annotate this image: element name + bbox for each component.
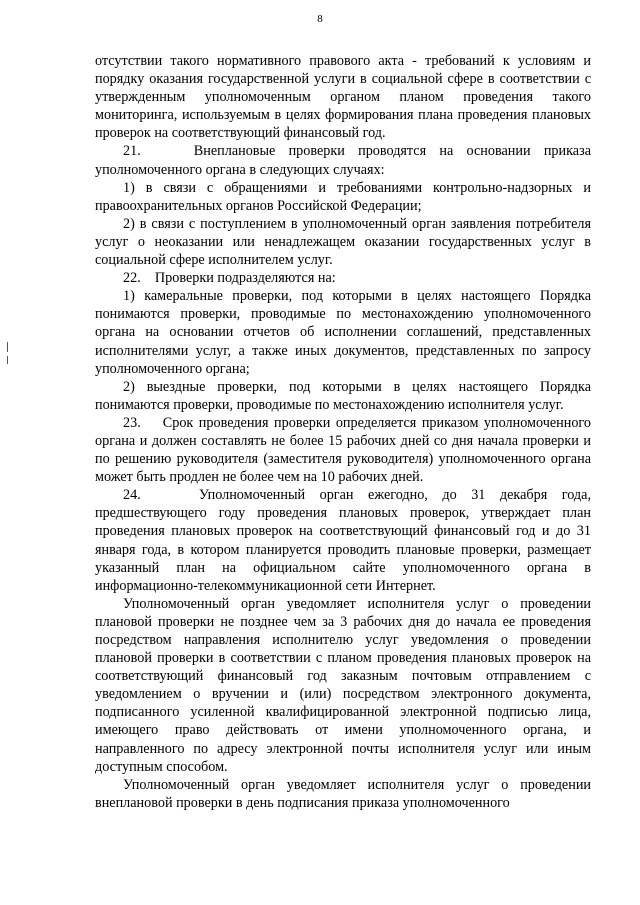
margin-mark: [7, 342, 8, 352]
clause-22: 22. Проверки подразделяются на:: [123, 270, 336, 287]
page-number: 8: [317, 13, 323, 25]
clause-24: 24. Уполномоченный орган ежегодно, до 31 декабря года, предшествующего году проведения плановых проверок, утверждает план проведения плановых проверок на соответствующий финансовый год и до 31 января года, в котором планируется проводить плановые проверки, размещает указанный план на официальном сайте уполномоченного органа в информационно-телекоммуникационной сети Интернет.: [95, 487, 591, 594]
clause-22-item-2: 2) выездные проверки, под которыми в целях настоящего Порядка понимаются проверки, проводимые по местонахождению исполнителя услуг.: [95, 378, 591, 413]
clause-22-item-1: 1) камеральные проверки, под которыми в целях настоящего Порядка понимаются проверки, проводимые по местонахождению уполномоченного органа на основании отчетов об исполнении соглашений, представленных исполнителями услуг, а также иных документов, представленных по запросу уполномоченного органа;: [95, 288, 591, 377]
clause-23: 23. Срок проведения проверки определяется приказом уполномоченного органа и должен составлять не более 15 рабочих дней со дня начала проверки и по решению руководителя (заместителя руководителя) уполномоченного органа может быть продлен не более чем на 10 рабочих дней.: [95, 414, 591, 486]
paragraph-planned-notice: Уполномоченный орган уведомляет исполнителя услуг о проведении плановой проверки не позднее чем за 3 рабочих дня до начала ее проведения посредством направления исполнителю услуг уведомления о проведении плановой проверки в соответствии с планом проведения плановых проверок на соответствующий финансовый год заказным почтовым отправлением с уведомлением о вручении и (или) посредством электронного документа, подписанного усиленной квалифицированной электронной подписью лица, имеющего право действовать от имени уполномоченного органа, и направленного по адресу электронной почты исполнителя услуг или иным доступным способом.: [95, 595, 591, 775]
paragraph-unplanned-notice: Уполномоченный орган уведомляет исполнителя услуг о проведении внеплановой проверки в день подписания приказа уполномоченного: [95, 776, 591, 811]
clause-21: 21. Внеплановые проверки проводятся на основании приказа уполномоченного органа в следующих случаях:: [95, 143, 591, 178]
paragraph-continuation: отсутствии такого нормативного правового акта - требований к условиям и порядку оказания государственной услуги в социальной сфере в соответствии с утвержденным уполномоченным органом планом проведения такого мониторинга, используемым в целях формирования плана проведения плановых проверок на соответствующий финансовый год.: [95, 53, 591, 142]
clause-21-item-1: 1) в связи с обращениями и требованиями контрольно-надзорных и правоохранительных органов Российской Федерации;: [95, 179, 591, 214]
document-body: [95, 52, 591, 812]
clause-21-item-2: 2) в связи с поступлением в уполномоченный орган заявления потребителя услуг о неоказании или ненадлежащем оказании государственных услуг в социальной сфере исполнителем услуг.: [95, 215, 591, 269]
margin-mark: [7, 356, 8, 364]
